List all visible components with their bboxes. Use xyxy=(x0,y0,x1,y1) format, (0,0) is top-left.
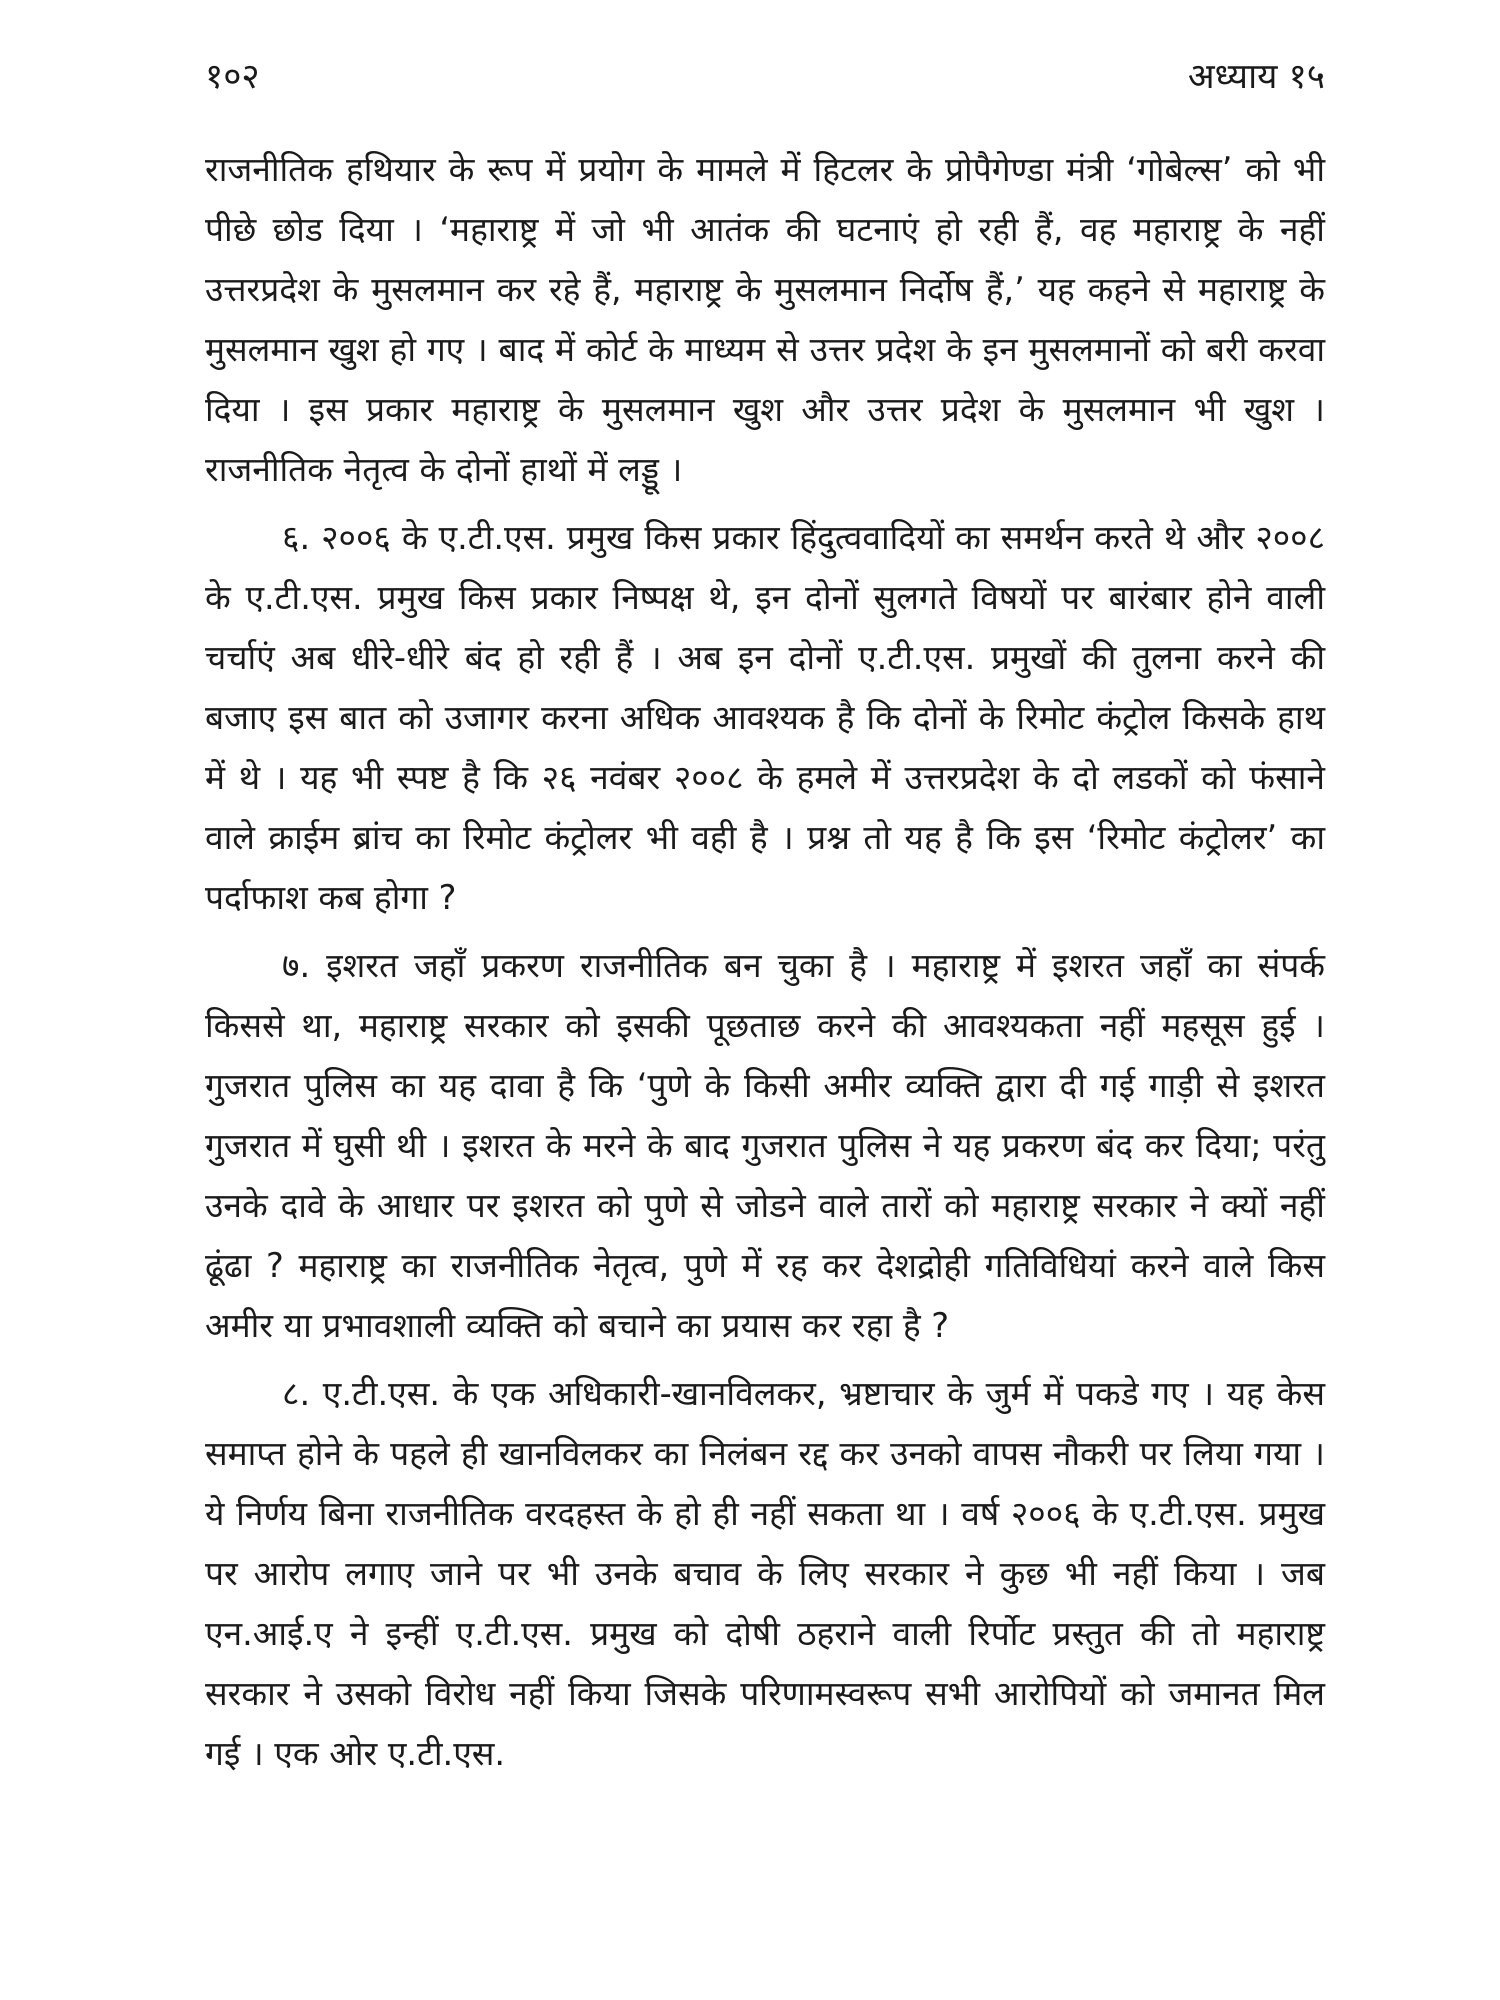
page-number: १०२ xyxy=(205,57,260,97)
paragraph-point-6: ६. २००६ के ए.टी.एस. प्रमुख किस प्रकार हिंदुत्ववादियों का समर्थन करते थे और २००८ के ए.टी.एस. प्रमुख किस प्रकार निष्पक्ष थे, इन दोनों सुलगते विषयों पर बारंबार होने वाली चर्चाएं अब धीरे-धीरे बंद हो रही हैं । अब इन दोनों ए.टी.एस. प्रमुखों की तुलना करने की बजाए इस बात को उजागर करना अधिक आवश्यक है कि दोनों के रिमोट कंट्रोल किसके हाथ में थे । यह भी स्पष्ट है कि २६ नवंबर २००८ के हमले में उत्तरप्रदेश के दो लडकों को फंसाने वाले क्राईम ब्रांच का रिमोट कंट्रोलर भी वही है । प्रश्न तो यह है कि इस ‘रिमोट कंट्रोलर’ का पर्दाफाश कब होगा ? xyxy=(205,518,1325,917)
paragraph-point-8: ८. ए.टी.एस. के एक अधिकारी-खानविलकर, भ्रष्टाचार के जुर्म में पकडे गए । यह केस समाप्त होने के पहले ही खानविलकर का निलंबन रद्द कर उनको वापस नौकरी पर लिया गया । ये निर्णय बिना राजनीतिक वरदहस्त के हो ही नहीं सकता था । वर्ष २००६ के ए.टी.एस. प्रमुख पर आरोप लगाए जाने पर भी उनके बचाव के लिए सरकार ने कुछ भी नहीं किया । जब एन.आई.ए ने इन्हीं ए.टी.एस. प्रमुख को दोषी ठहराने वाली रिर्पोट प्रस्तुत की तो महाराष्ट्र सरकार ने उसको विरोध नहीं किया जिसके परिणामस्वरूप सभी आरोपियों को जमानत मिल गई । एक ओर ए.टी.एस. xyxy=(205,1374,1325,1773)
paragraph-continuation: राजनीतिक हथियार के रूप में प्रयोग के मामले में हिटलर के प्रोपैगेण्डा मंत्री ‘गोबेल्स’ को भी पीछे छोड दिया । ‘महाराष्ट्र में जो भी आतंक की घटनाएं हो रही हैं, वह महाराष्ट्र के नहीं उत्तरप्रदेश के मुसलमान कर रहे हैं, महाराष्ट्र के मुसलमान निर्दोष हैं,’ यह कहने से महाराष्ट्र के मुसलमान खुश हो गए । बाद में कोर्ट के माध्यम से उत्तर प्रदेश के इन मुसलमानों को बरी करवा दिया । इस प्रकार महाराष्ट्र के मुसलमान खुश और उत्तर प्रदेश के मुसलमान भी खुश । राजनीतिक नेतृत्व के दोनों हाथों में लड्डू । xyxy=(205,150,1325,489)
body-text xyxy=(205,140,1325,1784)
chapter-label: अध्याय १५ xyxy=(1187,57,1325,97)
running-header xyxy=(205,52,1325,102)
paragraph-point-7: ७. इशरत जहाँ प्रकरण राजनीतिक बन चुका है । महाराष्ट्र में इशरत जहाँ का संपर्क किससे था, महाराष्ट्र सरकार को इसकी पूछताछ करने की आवश्यकता नहीं महसूस हुई । गुजरात पुलिस का यह दावा है कि ‘पुणे के किसी अमीर व्यक्ति द्वारा दी गई गाड़ी से इशरत गुजरात में घुसी थी । इशरत के मरने के बाद गुजरात पुलिस ने यह प्रकरण बंद कर दिया; परंतु उनके दावे के आधार पर इशरत को पुणे से जोडने वाले तारों को महाराष्ट्र सरकार ने क्यों नहीं ढूंढा ? महाराष्ट्र का राजनीतिक नेतृत्व, पुणे में रह कर देशद्रोही गतिविधियां करने वाले किस अमीर या प्रभावशाली व्यक्ति को बचाने का प्रयास कर रहा है ? xyxy=(205,946,1325,1345)
